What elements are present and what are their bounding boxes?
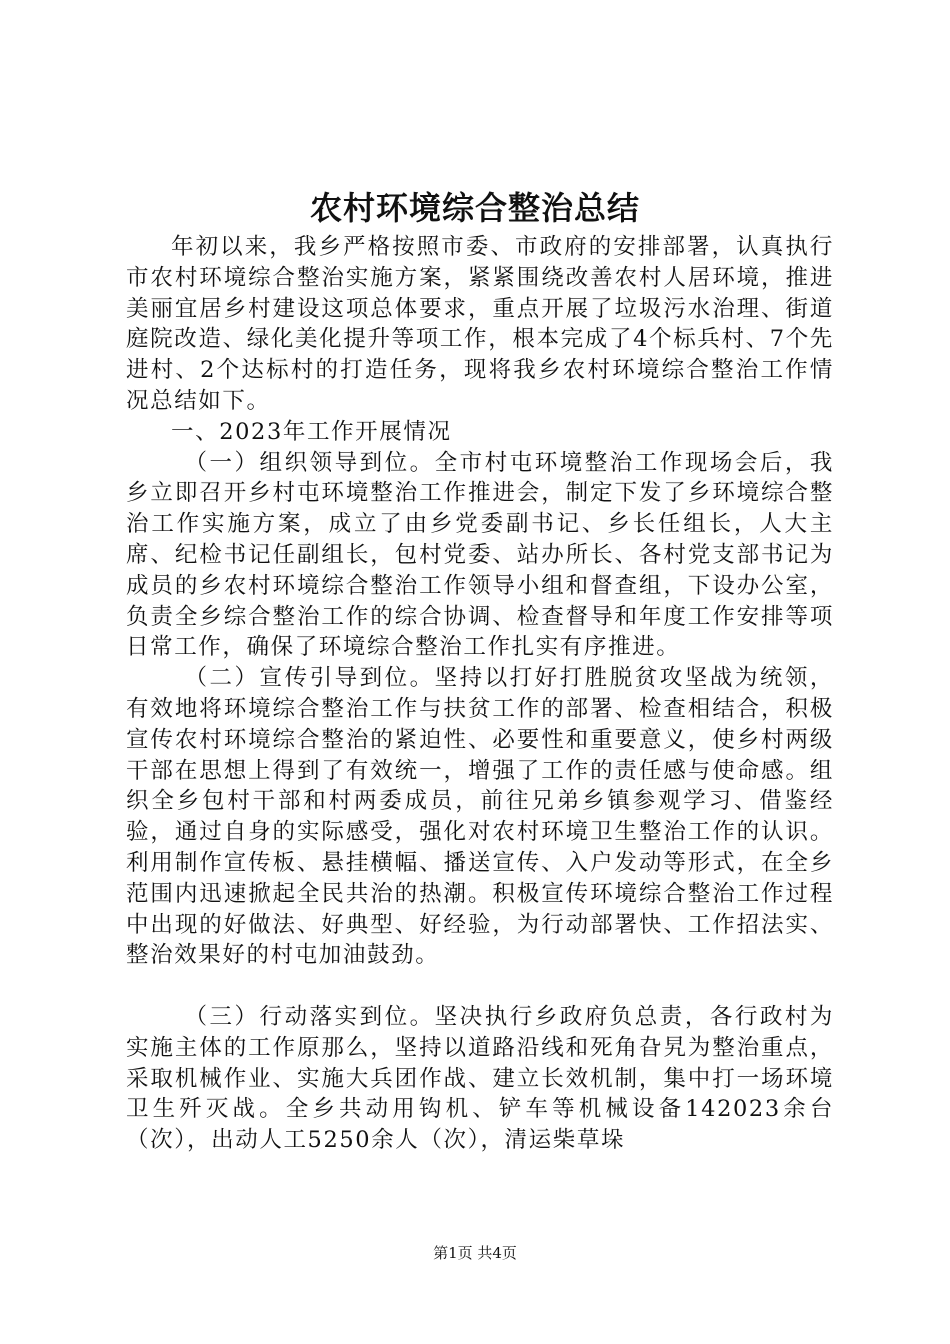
section-heading: 一、2023年工作开展情况 [171, 418, 452, 445]
intro-paragraph: 年初以来，我乡严格按照市委、市政府的安排部署，认真执行市农村环境综合整治实施方案，紧紧围绕改善农村人居环境，推进美丽宜居乡村建设这项总体要求，重点开展了垃圾污水治理、街道庭院改造、绿化美化提升等项工作，根本完成了4个标兵村、7个先进村、2个达标村的打造任务，现将我乡农村环境综合整治工作情况总结如下。 [126, 234, 834, 414]
section-paragraph-2: （二）宣传引导到位。坚持以打好打胜脱贫攻坚战为统领，有效地将环境综合整治工作与扶贫工作的部署、检查相结合，积极宣传农村环境综合整治的紧迫性、必要性和重要意义，使乡村两级干部在思想上得到了有效统一，增强了工作的责任感与使命感。组织全乡包村干部和村两委成员，前往兄弟乡镇参观学习、借鉴经验，通过自身的实际感受，强化对农村环境卫生整治工作的认识。利用制作宣传板、悬挂横幅、播送宣传、入户发动等形式，在全乡范围内迅速掀起全民共治的热潮。积极宣传环境综合整治工作过程中出现的好做法、好典型、好经验，为行动部署快、工作招法实、整治效果好的村屯加油鼓劲。 [126, 665, 834, 969]
section-paragraph-3: （三）行动落实到位。坚决执行乡政府负总责，各行政村为实施主体的工作原那么，坚持以道路沿线和死角旮旯为整治重点，采取机械作业、实施大兵团作战、建立长效机制，集中打一场环境卫生歼灭战。全乡共动用钩机、铲车等机械设备142023余台（次），出动人工5250余人（次），清运柴草垛 [126, 1003, 834, 1154]
document-title: 农村环境综合整治总结 [309, 189, 640, 227]
page-footer: 第1页 共4页 [433, 1244, 517, 1262]
paragraph-spacer [126, 971, 834, 1002]
section-paragraph-1: （一）组织领导到位。全市村屯环境整治工作现场会后，我乡立即召开乡村屯环境整治工作推进会，制定下发了乡环境综合整治工作实施方案，成立了由乡党委副书记、乡长任组长，人大主席、纪检书记任副组长，包村党委、站办所长、各村党支部书记为成员的乡农村环境综合整治工作领导小组和督查组，下设办公室，负责全乡综合整治工作的综合协调、检查督导和年度工作安排等项日常工作，确保了环境综合整治工作扎实有序推进。 [126, 449, 834, 661]
document-body [126, 232, 834, 1156]
